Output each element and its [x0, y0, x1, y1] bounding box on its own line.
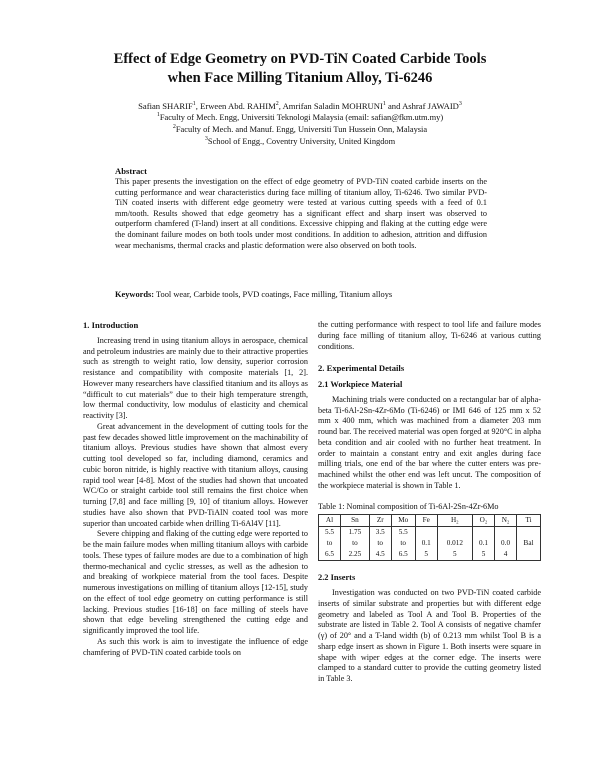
cell-line: 0.0 [501, 539, 511, 548]
cell-line: 3.5 [375, 528, 385, 537]
cell-line: 1.75 [348, 528, 362, 537]
right-column [318, 320, 541, 685]
table-cell [437, 527, 472, 561]
table-header-row [319, 515, 541, 527]
author-sup: 3 [458, 101, 462, 108]
cell-line: to [377, 539, 384, 548]
title-line-2: when Face Milling Titanium Alloy, Ti-6246 [167, 70, 433, 86]
paragraph: Severe chipping and flaking of the cutting edge were reported to be the main failure modes when milling titanium alloys with carbide tools. These types of failure modes are due to a combination of high thermo-mechanical and cyclic stresses, as well as the adhesion to and breaking of workpiece material from the tool faces. Despite numerous investigations on milling of titanium alloys [12-15], study on the effect of tool edge geometry on cutting performance is still lacking. Previous studies [16-18] on face milling of steels have shown that edge beveling strengthened the cutting edge and significantly improved the tool life. [83, 529, 308, 635]
author-sup: 1 [192, 101, 196, 108]
cell-line: to [352, 539, 358, 548]
affiliation-text: Faculty of Mech. and Manuf. Engg, Universiti Tun Hussein Onn, Malaysia [175, 125, 428, 134]
cell-line: 6.5 [325, 550, 335, 559]
subsection-heading-workpiece: 2.1 Workpiece Material [318, 380, 403, 389]
cell-line: 0.012 [446, 539, 463, 548]
cell-line: 6.5 [398, 550, 408, 559]
affiliation-sup: 3 [204, 136, 208, 143]
table-caption: Table 1: Nominal composition of Ti-6Al-2Sn-4Zr-6Mo [318, 501, 499, 511]
paper-title [60, 50, 540, 88]
cell-line [474, 527, 493, 538]
cell-line: 5 [481, 550, 486, 559]
affiliation-sup: 2 [172, 124, 176, 131]
table-cell [319, 527, 341, 561]
table-cell [517, 527, 541, 561]
table-header: Sn [341, 515, 370, 527]
paragraph: Investigation was conducted on two PVD-TiN coated carbide inserts of similar substrate and properties but with different edge geometry and labeled as Tool A and Tool B. Properties of the substrate are listed in Table 2. Tool A consists of negative chamfer (γ) of 20° and a T-land width (b) of 0.213 mm whilst Tool B is a sharp edge insert as shown in Figure 1. Both inserts were square in shape with wiper edges at the corner edge. The inserts were clamped to a standard cutter to provide the cutting geometry listed in Table 3. [318, 588, 541, 683]
cell-line: 0.1 [421, 539, 431, 548]
paragraph: As such this work is aim to investigate the influence of edge chamfering of PVD-TiN coated carbide tools on [83, 636, 308, 657]
cell-line: to [400, 539, 406, 548]
cell-line: 4 [503, 550, 508, 559]
table-cell [341, 527, 370, 561]
table-row [319, 527, 541, 561]
table-header: Mo [391, 515, 415, 527]
cell-line: 5 [424, 550, 428, 559]
affiliation [40, 112, 560, 123]
author-list: Safian SHARIF$^1$, Erween Abd. RAHIM$^2$, Amrifan Saladin MOHRUNI$^1$ and Ashraf JAWAID$^3$ [138, 101, 462, 111]
table-cell [495, 527, 517, 561]
affiliation-text: School of Engg., Coventry University, United Kingdom [207, 137, 396, 146]
composition-table [318, 514, 541, 561]
cell-line: 5.5 [398, 528, 408, 537]
keywords-text: Tool wear, Carbide tools, PVD coatings, Face milling, Titanium alloys [156, 290, 393, 299]
table-header: Zr [369, 515, 391, 527]
paragraph: the cutting performance with respect to tool life and failure modes during face milling of titanium alloy, Ti-6246 at various cutting conditions. [318, 320, 541, 351]
paragraph: Increasing trend in using titanium alloys in aerospace, chemical and petroleum industries are mainly due to their attractive properties such as strength to weight ratio, low density, superior corrosion resistance and compatibility with composite materials [1, 2]. However many researchers have classified titanium and its alloys as “difficult to cut materials” due to their high temperature strength, low thermal conductivity, low modulus of elasticity and chemical reactivity [3]. [83, 335, 308, 420]
section-heading-introduction: 1. Introduction [83, 320, 139, 330]
paragraph: Great advancement in the development of cutting tools for the past few decades showed little improvement on the machinability of titanium alloys. Previous studies have shown that almost every cutting tool developed so far, including diamond, ceramics and cubic boron nitride, is highly reactive with titanium alloys, causing rapid tool wear [4-8]. Most of the studies had shown that uncoated WC/Co or straight carbide tool still remains the first choice when turning [7,8] and face milling [9, 10] of titanium alloys. However studies have also shown that PVD-TiAlN coated tool was more superior than uncoated carbide when drilling Ti-6Al4V [11]. [83, 421, 308, 528]
cell-line [417, 527, 436, 538]
table-header: O₂ [472, 515, 494, 527]
author-name: Safian SHARIF [138, 101, 193, 111]
cell-line: 4.5 [375, 550, 385, 559]
cell-line: Bal [523, 539, 534, 548]
cell-line: 2.25 [348, 550, 362, 559]
author-name: Amrifan Saladin MOHRUNI [282, 101, 383, 111]
table-cell [415, 527, 437, 561]
cell-line [518, 527, 539, 538]
left-column [83, 320, 308, 658]
cell-line: 5 [453, 550, 457, 559]
affiliation [40, 136, 560, 147]
cell-line [496, 527, 515, 538]
title-line-1: Effect of Edge Geometry on PVD-TiN Coated Carbide Tools [113, 51, 487, 67]
section-heading-experimental: 2. Experimental Details [318, 363, 405, 374]
author-sup: 2 [275, 101, 279, 108]
paragraph: Machining trials were conducted on a rectangular bar of alpha-beta Ti-6Al-2Sn-4Zr-6Mo (Ti-6246) or IMI 646 of 125 mm x 52 mm x 400 mm, which was machined from a diameter 203 mm round bar. The received material was open forged at 920°C in alpha beta condition and air cooled with no further heat treatment. In order to maintain a constant entry and exit angles during face milling trials, one end of the bar where the cutter enters was pre-machined whilst the other end was left uncut. The composition of the workpiece material is shown in Table 1. [318, 394, 541, 490]
subsection-heading-inserts: 2.2 Inserts [318, 573, 356, 583]
table-header: Ti [517, 515, 541, 527]
affiliation-text: Faculty of Mech. Engg, Universiti Teknologi Malaysia (email: safian@fkm.utm.my) [159, 113, 444, 122]
affiliation [40, 124, 560, 135]
abstract-heading: Abstract [115, 166, 147, 176]
table-header: H₂ [437, 515, 472, 527]
affiliation-sup: 1 [156, 112, 160, 119]
author-name: Erween Abd. RAHIM [200, 101, 276, 111]
cell-line: 0.1 [479, 539, 488, 548]
author-name: Ashraf JAWAID [402, 101, 459, 111]
keywords-label: Keywords: [115, 290, 155, 299]
cell-line: 5.5 [325, 528, 335, 537]
table-header: Fe [415, 515, 437, 527]
author-sup: 1 [382, 101, 386, 108]
table-cell [369, 527, 391, 561]
table-header: N₂ [495, 515, 517, 527]
cell-line [518, 549, 539, 560]
cell-line: to [326, 539, 333, 548]
table-header: Al [319, 515, 341, 527]
table-cell [472, 527, 494, 561]
abstract-text: This paper presents the investigation on the effect of edge geometry of PVD-TiN coated carbide inserts on the cutting performance and wear characteristics during face milling of titanium alloy, Ti-6246. Two similar PVD-TiN coated inserts with different edge geometry were tested at various cutting speeds with a feed of 0.1 mm/tooth. Results showed that edge geometry has a significant effect and sharp insert was observed to outperform chamfered (T-land) insert at all conditions. Excessive chipping and flaking at the cutting edge were the dominant failure modes on both tools under most conditions. In addition to adhesion, attrition and diffusion wear mechanisms, thermal cracks and plastic deformation were also observed on both tools. [115, 177, 487, 250]
keywords [115, 289, 495, 300]
table-cell [391, 527, 415, 561]
cell-line [439, 527, 471, 538]
